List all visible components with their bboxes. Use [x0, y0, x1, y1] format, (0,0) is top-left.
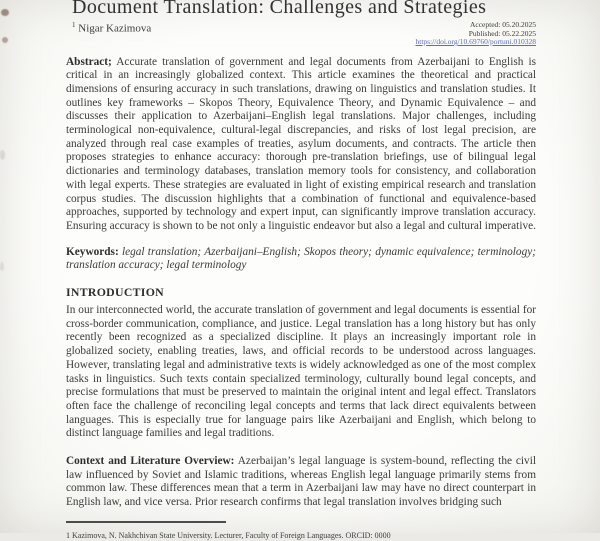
abstract-paragraph — [66, 56, 536, 234]
context-overview-paragraph — [66, 455, 536, 510]
footnote-text: 1 Kazimova, N. Nakhchivan State University. Lecturer, Faculty of Foreign Languages. ORCID: 0000 — [66, 531, 391, 541]
keywords-paragraph — [66, 246, 536, 273]
scan-artifact — [2, 37, 8, 43]
keywords-label: Keywords: — [66, 245, 119, 258]
scan-artifact — [0, 262, 4, 271]
doi-link[interactable]: https://doi.org/10.69760/portuni.010328 — [415, 37, 536, 46]
published-date: Published: 05.22.2025 — [468, 28, 536, 38]
author-name: $^1$ Nigar Kazimova — [72, 21, 152, 35]
abstract-text: Accurate translation of government and legal documents from Azerbaijani to English is critical in an increasingly globalized context. This article examines the theoretical and practical dimensions of ensuring accuracy in such translations, drawing on linguistics and translation studies. It outlines key frameworks – Skopos Theory, Equivalence Theory, and Dynamic Equivalence – and discusses their application to Azerbaijani–English legal translations. Major challenges, including terminological non-equivalence, cultural-legal discrepancies, and risks of lost legal precision, are analyzed through real case examples of treaties, asylum documents, and contracts. The article then proposes strategies to enhance accuracy: thorough pre-translation briefings, use of bilingual legal dictionaries and terminology databases, translation memory tools for consistency, and collaboration with legal experts. These strategies are evaluated in light of existing empirical research and translation corpus studies. The discussion highlights that a combination of functional and equivalence-based approaches, supported by technology and expert input, can significantly improve translation accuracy. Ensuring accuracy is shown to be not only a linguistic endeavor but also a legal and cultural imperative. — [66, 55, 536, 232]
article-meta — [416, 21, 537, 47]
page-title: Document Translation: Challenges and Strategies — [72, 0, 487, 18]
byline-row — [66, 21, 536, 47]
scan-artifact — [0, 150, 5, 160]
introduction-paragraph: In our interconnected world, the accurate translation of government and legal documents is essential for cross-border communication, compliance, and justice. Legal translation has a long history but has only recently been recognized as a specialized discipline. It plays an increasingly important role in globalized society, enabling treaties, laws, and official records to be understood across languages. However, translating legal and administrative texts is widely acknowledged as one of the most complex tasks in linguistics. Such texts contain specialized terminology, culturally bound legal concepts, and precise formulations that must be preserved to maintain the original intent and legal effect. Translators often face the challenge of reconciling legal concepts and terms that lack direct equivalents between languages. This is especially true for language pairs like Azerbaijani and English, which belong to distinct language families and legal traditions. — [66, 304, 536, 440]
section-heading-introduction: INTRODUCTION — [66, 285, 164, 300]
keywords-text: legal translation; Azerbaijani–English; Skopos theory; dynamic equivalence; terminology; translation accuracy; legal terminology — [66, 245, 537, 272]
abstract-label: Abstract; — [66, 55, 112, 68]
author-affiliation-marker: 1 — [72, 21, 76, 29]
accepted-date: Accepted: 05.20.2025 — [469, 20, 536, 29]
context-overview-label: Context and Literature Overview: — [66, 455, 235, 468]
footnote-separator — [66, 521, 226, 523]
scan-artifact — [1, 9, 9, 16]
article-content — [66, 0, 536, 541]
context-overview-text: Azerbaijan’s legal language is system-bound, reflecting the civil law influenced by Soviet and Islamic traditions, whereas English legal language primarily stems from common law. These differences mean that a term in Azerbaijani law may have no direct counterpart in English law, and vice versa. Prior research confirms that legal translation involves bridging such — [66, 455, 536, 509]
